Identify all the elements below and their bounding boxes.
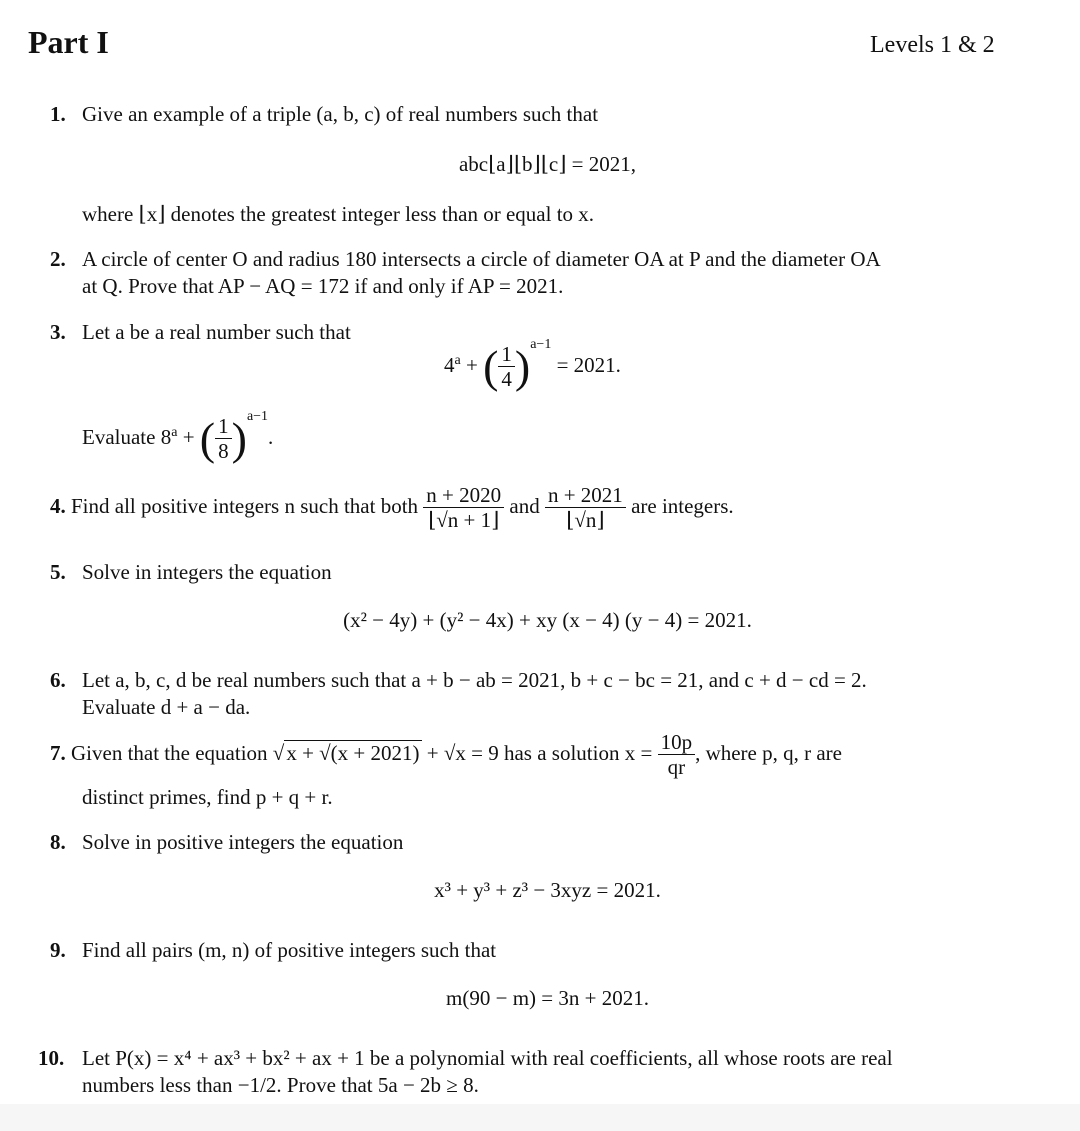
problem-1-equation: abc⌊a⌋⌊b⌋⌊c⌋ = 2021, (458, 152, 637, 176)
problem-6-line-2: Evaluate d + a − da. (82, 695, 251, 719)
problem-9-equation: m(90 − m) = 3n + 2021. (446, 986, 649, 1010)
problem-5-text: Solve in integers the equation (82, 560, 332, 584)
problem-7-line-2: distinct primes, find p + q + r. (82, 785, 333, 809)
problem-8-equation: x³ + y³ + z³ − 3xyz = 2021. (434, 878, 661, 902)
problem-2-line-1: A circle of center O and radius 180 intersects a circle of diameter OA at P and the diameter OA (82, 247, 881, 271)
problem-1-number: 1. (50, 102, 66, 126)
problem-3-number: 3. (50, 320, 66, 344)
problem-5-number: 5. (50, 560, 66, 584)
problem-3-evaluate: Evaluate 8$^a$ + ( $\frac{1}{8}$ )$^{a-1}$. (82, 409, 274, 465)
problem-3-text: Let a be a real number such that (82, 320, 351, 344)
problem-10-line-2: numbers less than −1/2. Prove that 5a − 2b ≥ 8. (82, 1073, 479, 1097)
problem-7: 7. Given that the equation √x + √(x + 2021) + √x = 9 has a solution x = $\frac{10p}{qr}$ , where p, q, r are (50, 730, 842, 780)
problem-10-line-1: Let P(x) = x⁴ + ax³ + bx² + ax + 1 be a polynomial with real coefficients, all whose roots are real (82, 1046, 893, 1070)
problem-8-text: Solve in positive integers the equation (82, 830, 404, 854)
part-title: Part I (28, 24, 109, 60)
problem-6-line-1: Let a, b, c, d be real numbers such that a + b − ab = 2021, b + c − bc = 21, and c + d − cd = 2. (82, 668, 867, 692)
bottom-shade (0, 1104, 1080, 1131)
problem-1-note: where ⌊x⌋ denotes the greatest integer less than or equal to x. (82, 202, 595, 226)
problem-1-text: Give an example of a triple (a, b, c) of real numbers such that (82, 102, 599, 126)
problem-6-number: 6. (50, 668, 66, 692)
problem-3-equation: 4$^a$ + ( $\frac{1}{4}$ )$^{a-1}$ = 2021. (444, 337, 621, 393)
levels-label: Levels 1 & 2 (870, 32, 995, 58)
problem-8-number: 8. (50, 830, 66, 854)
problem-2-line-2: at Q. Prove that AP − AQ = 172 if and only if AP = 2021. (82, 274, 564, 298)
problem-2-number: 2. (50, 247, 66, 271)
problem-10-number: 10. (38, 1046, 65, 1070)
problem-4: 4. Find all positive integers n such that both $\frac{n + 2020}{⌊√n + 1⌋}$ and $\frac{n + 2021}{⌊√n⌋}$ are integers. (50, 483, 734, 533)
problem-9-text: Find all pairs (m, n) of positive integers such that (82, 938, 497, 962)
problem-9-number: 9. (50, 938, 66, 962)
problem-5-equation: (x² − 4y) + (y² − 4x) + xy (x − 4) (y − 4) = 2021. (343, 608, 752, 632)
